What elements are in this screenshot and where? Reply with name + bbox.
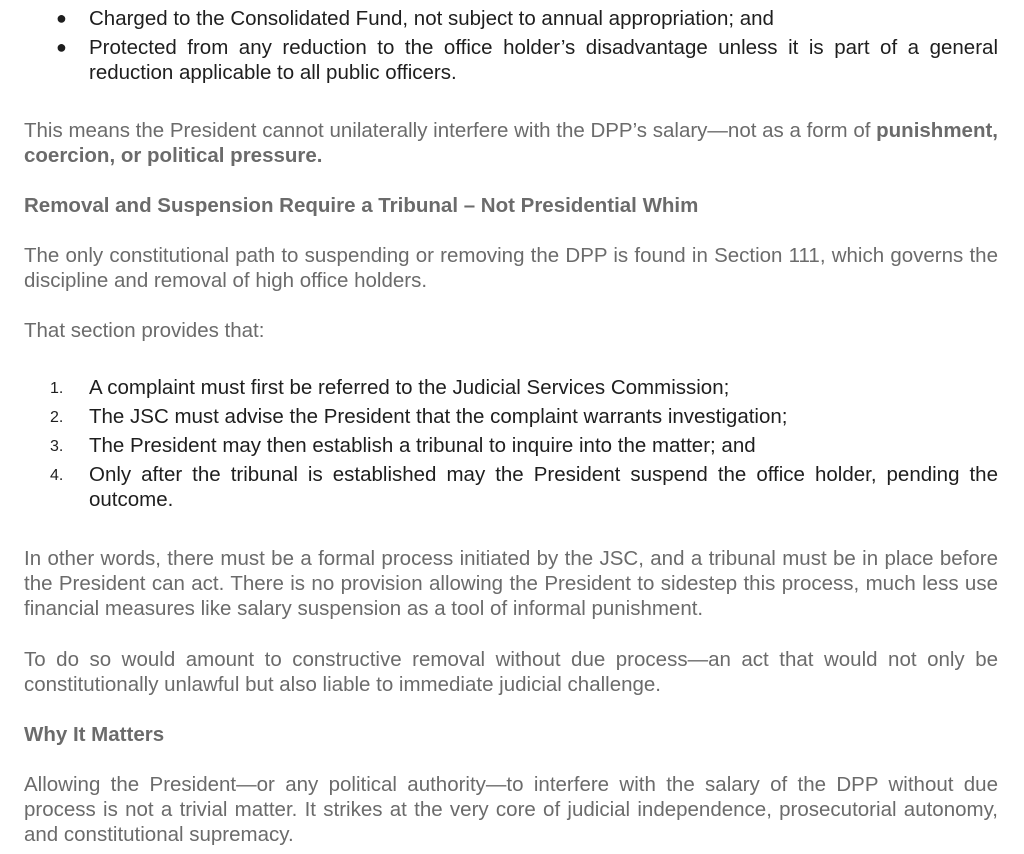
section-heading-removal: Removal and Suspension Require a Tribunal – Not Presidential Whim xyxy=(24,194,699,217)
bullet-icon: ● xyxy=(56,37,67,57)
list-item-text: The JSC must advise the President that the complaint warrants investigation; xyxy=(89,405,788,428)
paragraph-section-111: The only constitutional path to suspending or removing the DPP is found in Section 111, which governs the discipline and removal of high office holders. xyxy=(24,244,998,292)
list-number: 2. xyxy=(50,409,64,426)
paragraph-text: This means the President cannot unilaterally interfere with the DPP’s salary—not as a form of xyxy=(24,119,877,142)
section-heading-why-it-matters: Why It Matters xyxy=(24,723,165,746)
paragraph-salary xyxy=(24,118,998,168)
list-item xyxy=(0,35,998,85)
paragraph-section-provides: That section provides that: xyxy=(24,319,265,342)
list-number: 3. xyxy=(50,438,64,455)
list-item xyxy=(0,6,998,31)
list-number: 1. xyxy=(50,380,64,397)
bullet-icon: ● xyxy=(56,8,67,28)
list-item-text: Protected from any reduction to the office holder’s disadvantage unless it is part of a general reduction applicable to all public officers. xyxy=(89,36,998,84)
numbered-list xyxy=(0,375,998,516)
list-item xyxy=(0,462,998,512)
list-item-text: Charged to the Consolidated Fund, not subject to annual appropriation; and xyxy=(89,7,774,30)
list-item-text: The President may then establish a tribunal to inquire into the matter; and xyxy=(89,434,756,457)
list-item-text: Only after the tribunal is established may the President suspend the office holder, pending the outcome. xyxy=(89,463,998,511)
list-item xyxy=(0,433,998,458)
list-item xyxy=(0,375,998,400)
list-item-text: A complaint must first be referred to the Judicial Services Commission; xyxy=(89,376,730,399)
paragraph-bold-text: punishment, coercion, or political pressure. xyxy=(24,119,998,167)
paragraph-why-it-matters: Allowing the President—or any political authority—to interfere with the salary of the DPP without due process is not a trivial matter. It strikes at the very core of judicial independence, prosecutorial autonomy, and constitutional supremacy. xyxy=(24,773,998,846)
bullet-list xyxy=(0,6,998,89)
paragraph-formal-process: In other words, there must be a formal process initiated by the JSC, and a tribunal must be in place before the President can act. There is no provision allowing the President to sidestep this process, much less use financial measures like salary suspension as a tool of informal punishment. xyxy=(24,547,998,620)
paragraph-constructive-removal: To do so would amount to constructive removal without due process—an act that would not only be constitutionally unlawful but also liable to immediate judicial challenge. xyxy=(24,648,998,696)
list-number: 4. xyxy=(50,467,64,484)
list-item xyxy=(0,404,998,429)
